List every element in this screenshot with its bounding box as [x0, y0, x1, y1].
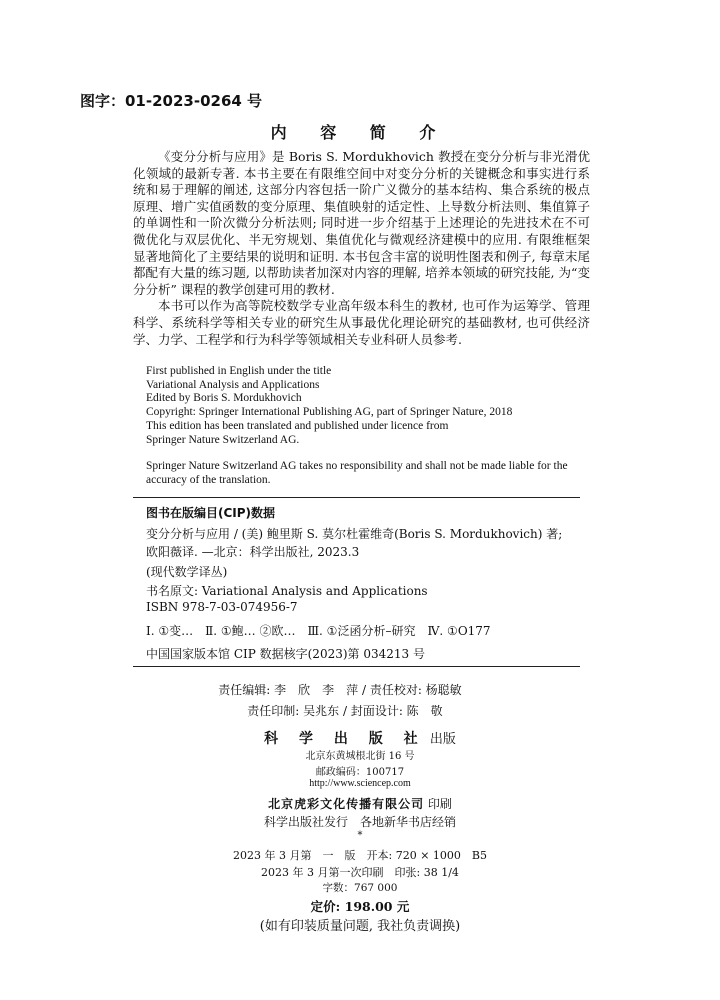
cip-line: 书名原文: Variational Analysis and Applications: [146, 584, 428, 598]
cip-line: ISBN 978-7-03-074956-7: [146, 600, 298, 614]
printer-name: 北京虎彩文化传播有限公司: [268, 797, 425, 811]
publisher-website: http://www.sciencep.com: [309, 778, 411, 789]
quality-notice: (如有印装质量问题, 我社负责调换): [259, 919, 461, 934]
printer-suffix: 印刷: [427, 797, 452, 811]
responsible-editors: 责任编辑: 李 欣 李 萍 / 责任校对: 杨聪敏: [218, 683, 462, 697]
english-line: This edition has been translated and published under licence from: [146, 419, 449, 432]
cip-bottom-rule: [133, 666, 580, 667]
printing-info: 2023 年 3 月第一次印刷 印张: 38 1/4: [261, 866, 459, 879]
cip-line: 变分分析与应用 / (美) 鲍里斯 S. 莫尔杜霍维奇(Boris S. Mordukhovich) 著;: [146, 527, 563, 541]
english-line: Variational Analysis and Applications: [146, 378, 320, 391]
price: 定价: 198.00 元: [310, 899, 410, 914]
edition-info: 2023 年 3 月第 一 版 开本: 720 × 1000 B5: [233, 849, 487, 862]
english-line: First published in English under the title: [146, 365, 332, 377]
english-line: Copyright: Springer International Publishing AG, part of Springer Nature, 2018: [146, 406, 513, 419]
summary-title: 内 容 简 介: [270, 123, 450, 142]
summary-paragraph: 《变分分析与应用》是 Boris S. Mordukhovich 教授在变分分析与非光滑优化领域的最新专著. 本书主要在有限维空间中对变分分析的关键概念和事实进行系统和易于理解的阐述, 这部分内容包括一阶广义微分的基本结构、集合系统的极点原理、增广实值函数的变分原理、集值映射的适定性、上导数分析法则、集值算子的单调性和一阶次微分分析法则; 同时进一步介绍基于上述理论的先进技术在不可微优化与双层优化、半无穷规划、集值优化与微观经济建模中的应用. 有限维框架显著地简化了主要结果的说明和证明. 本书包含丰富的说明性图表和例子, 每章末尾都配有大量的练习题, 以帮助读者加深对内容的理解, 培养本领域的研究技能, 为“变分分析” 课程的教学创建可用的教材.: [133, 149, 590, 297]
publisher-address: 北京东黄城根北街 16 号: [305, 751, 415, 762]
english-copyright-block: [146, 365, 596, 447]
postcode: 邮政编码：100717: [315, 767, 405, 778]
cip-line: (现代数学译丛): [146, 565, 228, 579]
distribution-line: 科学出版社发行 各地新华书店经销: [263, 815, 456, 829]
english-line: Edited by Boris S. Mordukhovich: [146, 392, 302, 405]
printer-line: [0, 795, 720, 812]
cip-line: 欧阳薇译. —北京：科学出版社, 2023.3: [146, 545, 360, 559]
cip-top-rule: [133, 497, 580, 498]
english-line: Springer Nature Switzerland AG.: [146, 433, 300, 446]
word-count: 字数：767 000: [322, 882, 398, 894]
cip-heading: 图书在版编目(CIP)数据: [146, 506, 276, 520]
license-number: 图字：01-2023-0264 号: [80, 92, 263, 110]
separator-star: *: [357, 830, 363, 841]
summary-paragraph: 本书可以作为高等院校数学专业高年级本科生的教材, 也可作为运筹学、管理科学、系统科学等相关专业的研究生从事最优化理论研究的基础教材, 也可供经济学、力学、工程学和行为科学等领域相关专业科研人员参考.: [133, 298, 590, 347]
translation-disclaimer: Springer Nature Switzerland AG takes no responsibility and shall not be made liable for the accuracy of the translation.: [146, 460, 568, 486]
publisher-suffix: 出版: [429, 732, 456, 747]
summary-body: [133, 149, 590, 348]
publisher-line: [0, 728, 720, 748]
cip-line: 中国国家版本馆 CIP 数据核字(2023)第 034213 号: [146, 647, 425, 661]
publisher-name: 科 学 出 版 社: [264, 731, 426, 747]
cip-line: Ⅰ. ①变… Ⅱ. ①鲍… ②欧… Ⅲ. ①泛函分析–研究 Ⅳ. ①O177: [146, 624, 491, 638]
printing-and-cover-credits: 责任印制: 吴兆东 / 封面设计: 陈 敬: [247, 704, 443, 718]
